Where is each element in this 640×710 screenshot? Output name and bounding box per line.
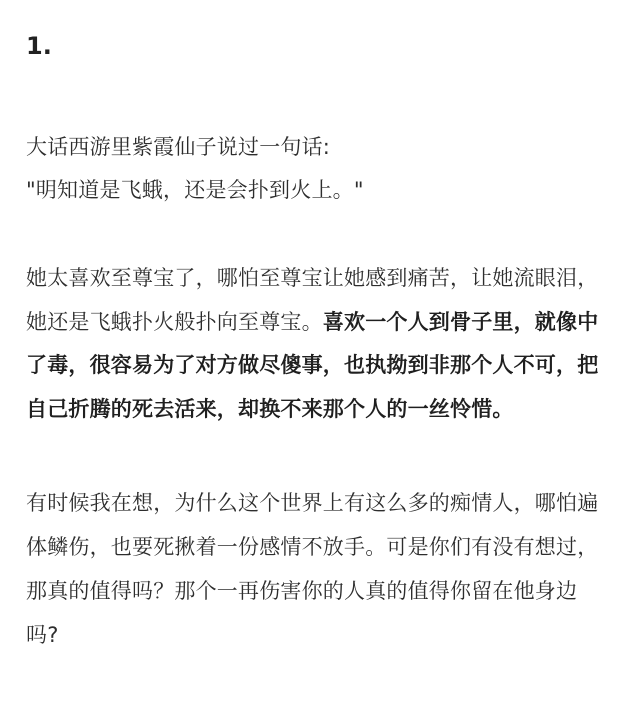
- para2-line-3-bold: 了毒，很容易为了对方做尽傻事，也执拗到非那个人不可，把: [26, 353, 599, 377]
- para2-line-1: 她太喜欢至尊宝了，哪怕至尊宝让她感到痛苦，让她流眼泪，: [26, 266, 599, 290]
- section-number-heading: 1.: [26, 32, 52, 60]
- para3-line-3: 那真的值得吗？那个一再伤害你的人真的值得你留在他身边: [26, 579, 578, 603]
- para2-line-2-normal-text: 她还是飞蛾扑火般扑向至尊宝。: [26, 310, 323, 334]
- para3-line-4: 吗?: [26, 623, 59, 647]
- para2-line-2-bold-text: 喜欢一个人到骨子里，就像中: [322, 310, 599, 334]
- para1-line-2-quote: "明知道是飞蛾，还是会扑到火上。": [26, 178, 364, 202]
- para1-line-1: 大话西游里紫霞仙子说过一句话:: [26, 135, 331, 159]
- para2-line-2: [26, 307, 598, 337]
- para3-line-2: 体鳞伤，也要死揪着一份感情不放手。可是你们有没有想过，: [26, 535, 599, 559]
- para3-line-1: 有时候我在想，为什么这个世界上有这么多的痴情人，哪怕遍: [26, 491, 599, 515]
- para2-line-4-bold: 自己折腾的死去活来，却换不来那个人的一丝怜惜。: [26, 397, 514, 421]
